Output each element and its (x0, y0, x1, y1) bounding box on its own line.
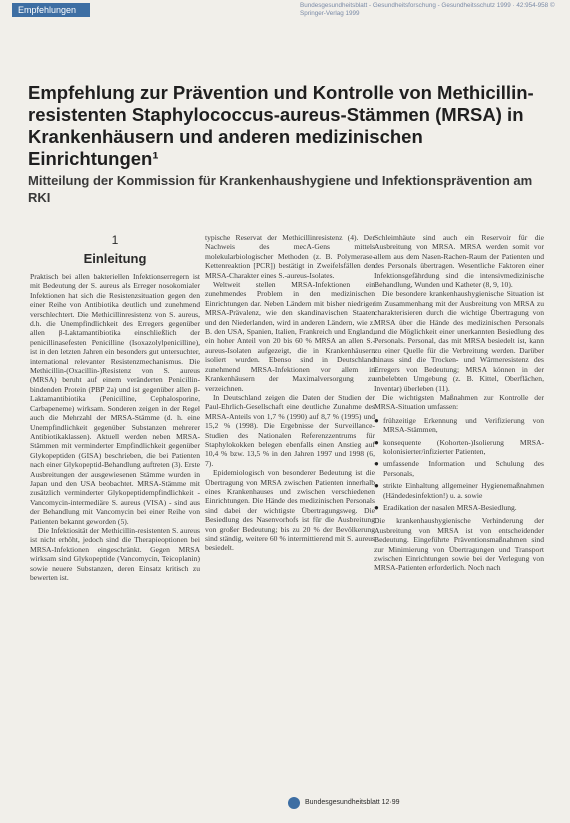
paragraph: typische Reservat der Methicillinresistenz (4). Der Nachweis des mecA-Gens mittels molekularbiologischer Methoden (z. B. Polymerase-Kettenreaktion [PCR]) bestätigt in Zweifelsfällen den MRSA-Charakter eines S.-aureus-Isolates. (205, 233, 375, 280)
column-3 (374, 233, 544, 573)
paragraph: Die besondere krankenhaushygienische Situation ist im Zusammenhang mit der Ausbreitung von MRSA zu charakterisieren durch die wichtige Übertragung von MRSA über die Hände des medizinischen Personals und die Möglichkeit einer unerkannten Besiedlung des Personals. Personal, das mit MRSA besiedelt ist, kann zu einer Quelle für die Verbreitung werden. Darüber hinaus sind die Trocken- und Wärmeresistenz des Erregers von Bedeutung; MRSA können in der unbelebten Umgebung (z. B. Kittel, Oberflächen, Inventar) überleben (11). (374, 289, 544, 393)
bullet-icon: ● (374, 502, 379, 512)
list-item-text: Eradikation der nasalen MRSA-Besiedlung. (383, 502, 517, 512)
column-1 (30, 233, 200, 582)
list-item-text: frühzeitige Erkennung und Verifizierung von MRSA-Stämmen, (383, 415, 544, 435)
paragraph: Schleimhäute sind auch ein Reservoir für die Ausbreitung von MRSA. MRSA werden somit vor allem aus dem Nasen-Rachen-Raum der Patienten und des Personals übertragen. Wesentliche Faktoren einer Infektionsgefährdung sind die intensivmedizinische Behandlung, Wunden und Katheter (8, 9, 10). (374, 233, 544, 290)
paragraph: Die krankenhaushygienische Verhinderung der Ausbreitung von MRSA ist von entscheidender Bedeutung. Eingeführte Präventionsmaßnahmen sind zur Minimierung von Übertragungen und Transport zwischen Einrichtungen sowie bei der Verlegung von MRSA-Patienten erforderlich. Noch nach (374, 516, 544, 573)
bullet-icon: ● (374, 481, 379, 491)
list-item (374, 459, 544, 478)
article-title: Empfehlung zur Prävention und Kontrolle von Methicillin-resistenten Staphylococcus-aureus-Stämmen (MRSA) in Krankenhäusern und anderen medizinischen Einrichtungen¹ (28, 82, 534, 169)
list-item (374, 481, 544, 500)
footer-journal: Bundesgesundheitsblatt 12·99 (305, 799, 400, 806)
page-marker-icon (288, 797, 300, 809)
bullet-icon: ● (374, 415, 379, 425)
section-tab: Empfehlungen (12, 3, 90, 17)
paragraph: In Deutschland zeigen die Daten der Studien der Paul-Ehrlich-Gesellschaft eine deutliche Zunahme des MRSA-Anteils von 1,7 % (1990) auf 8,7 % (1995) und 15,2 % (1998). Die Ergebnisse der Surveillance-Studien des Nationalen Referenzzentrums für Staphylokokken belegen ebenfalls einen Anstieg auf 10,4 % bzw. 13,5 % in den Jahren 1997 und 1998 (6, 7). (205, 392, 375, 468)
article-subtitle: Mitteilung der Kommission für Krankenhaushygiene und Infektionsprävention am RKI (28, 173, 533, 205)
list-item-text: umfassende Information und Schulung des Personals, (383, 459, 544, 478)
list-item (374, 438, 544, 457)
list-item-text: konsequente (Kohorten-)Isolierung MRSA-kolonisierter/infizierter Patienten, (383, 437, 544, 456)
paragraph: Die wichtigsten Maßnahmen zur Kontrolle der MRSA-Situation umfassen: (374, 392, 544, 412)
measures-list (374, 416, 544, 513)
bullet-icon: ● (374, 437, 379, 447)
section-number: 1 (111, 233, 119, 247)
bullet-icon: ● (374, 459, 379, 469)
paragraph: Praktisch bei allen bakteriellen Infektionserregern ist mit Bedeutung der S. aureus als Erreger nosokomialer Infektionen hat sich die Resistenzsituation gegen den einer Reihe von Antibiotika deutlich und zunehmend verschlechtert. Die Methicillinresistenz von S. aureus, d.h. die Unempfindlichkeit des Erregers gegenüber allen β-Laktamantibiotika einschließlich der penicillinasefesten Penicilline (Isoxazolylpenicilline), ist in den letzten Jahren ein besonders gut untersuchter, international relevanter Resistenzmechanismus. Die Methicillin-(Oxacillin-)Resistenz von S. aureus (MRSA) beruht auf einem veränderten Penicillin-bindenden Protein (PBP 2a) und ist gegenüber allen β-Laktamantibiotika (Penicilline, Cephalosporine, Carbapeneme) wirksam. Sonderen zeigen in der Regel auch die Mehrzahl der MRSA-Stämme (d. h. eine Unempfindlichkeit gegenüber Substanzen mehrerer Antibiotikaklassen). Aktuell werden neben MRSA-Stämmen mit verminderter Empfindlichkeit gegenüber Glykopeptiden (GISA) beschrieben, die bei Patienten nach einer Glykopeptid-Behandlung auftreten (3). Erste Ausbreitungen der ausgewiesenen Stämme wurden in Japan und den USA beobachtet. MRSA-Stämme mit zusätzlich verminderter Glykopeptidempfindlichkeit - Vancomycin-intermediäre S. aureus (VISA) - sind aus der Behandlung mit Vancomycin bei einer Reihe von Patienten bekannt geworden (5). (30, 272, 200, 526)
paragraph: Die Infektiosität der Methicillin-resistenten S. aureus ist nicht erhöht, jedoch sind die Therapieoptionen bei MRSA-Infektionen eingeschränkt. Gegen MRSA wirksam sind Glykopeptide (Vancomycin, Teicoplanin) sowie neuere Substanzen, deren Einsatz kritisch zu bewerten ist. (30, 525, 200, 582)
list-item (374, 416, 544, 435)
paragraph: Epidemiologisch von besonderer Bedeutung ist die Übertragung von MRSA zwischen Patienten innerhalb eines Krankenhauses und zwischen verschiedenen Einrichtungen. Die Hände des medizinischen Personals sind dabei der wichtigste Übertragungsweg. Die Besiedlung des Nasenvorhofs ist für die Ausbreitung von großer Bedeutung; bis zu 20 % der Bevölkerung sind ständig, weitere 60 % intermittierend mit S. aureus besiedelt. (205, 468, 375, 553)
list-item (374, 503, 544, 512)
column-2 (205, 233, 375, 553)
list-item-text: strikte Einhaltung allgemeiner Hygienemaßnahmen (Händedesinfektion!) u. a. sowie (383, 481, 544, 500)
section-heading: Einleitung (83, 251, 147, 266)
paragraph: Weltweit stellen MRSA-Infektionen ein zunehmendes Problem in den medizinischen Einrichtungen dar. Neben Ländern mit bisher niedriger MRSA-Prävalenz, wie den skandinavischen Staaten und den Niederlanden, wird in anderen Ländern, wie z. B. den USA, Spanien, Italien, Frankreich und England, ein hoher Anteil von 20 bis 60 % MRSA an allen S.-aureus-Isolaten aufgezeigt, die in Krankenhäusern isoliert wurden. Ebenso sind in Deutschland zunehmend MRSA-Infektionen vor allem in Krankenhäusern der Maximalversorgung zu verzeichnen. (205, 280, 375, 393)
citation-line: Bundesgesundheitsblatt - Gesundheitsforschung - Gesundheitsschutz 1999 · 42:954-958 © Springer-Verlag 1999 (300, 2, 555, 17)
